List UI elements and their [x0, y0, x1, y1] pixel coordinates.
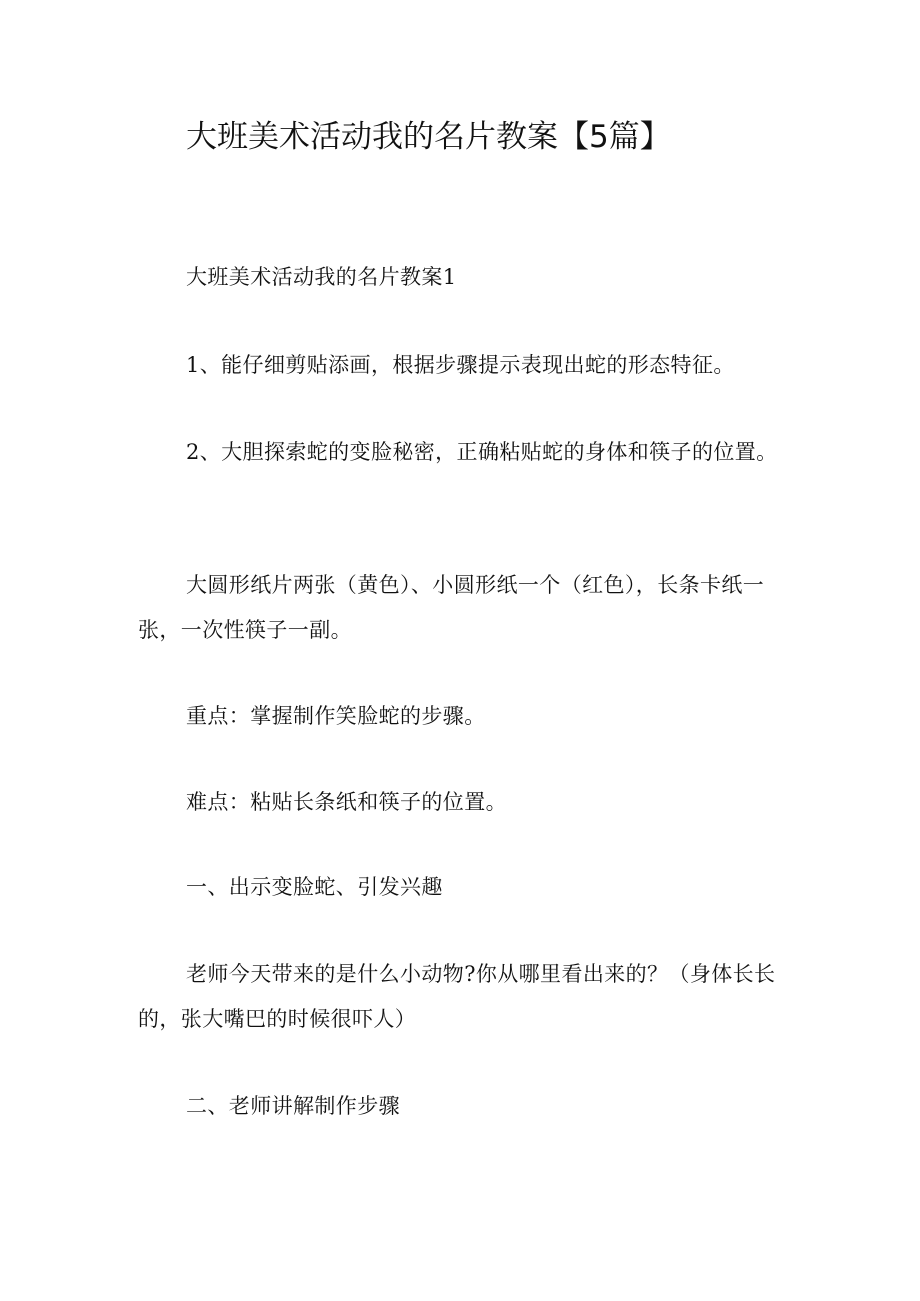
paragraph-key-point: 重点：掌握制作笑脸蛇的步骤。: [186, 704, 486, 728]
document-title: 大班美术活动我的名片教案【5篇】: [186, 119, 671, 155]
paragraph-teacher-question: 老师今天带来的是什么小动物?你从哪里看出来的？（身体长长的，张大嘴巴的时候很吓人）: [138, 962, 776, 1031]
paragraph-goal-1: 1、能仔细剪贴添画，根据步骤提示表现出蛇的形态特征。: [186, 353, 735, 377]
section-heading-step-2: 二、老师讲解制作步骤: [186, 1094, 400, 1118]
section-heading-lesson-1: 大班美术活动我的名片教案1: [186, 265, 457, 289]
paragraph-goal-2: 2、大胆探索蛇的变脸秘密，正确粘贴蛇的身体和筷子的位置。: [186, 440, 778, 464]
paragraph-difficulty: 难点：粘贴长条纸和筷子的位置。: [186, 790, 507, 814]
paragraph-materials: 大圆形纸片两张（黄色）、小圆形纸一个（红色），长条卡纸一张，一次性筷子一副。: [138, 573, 765, 642]
section-heading-step-1: 一、出示变脸蛇、引发兴趣: [186, 875, 443, 899]
